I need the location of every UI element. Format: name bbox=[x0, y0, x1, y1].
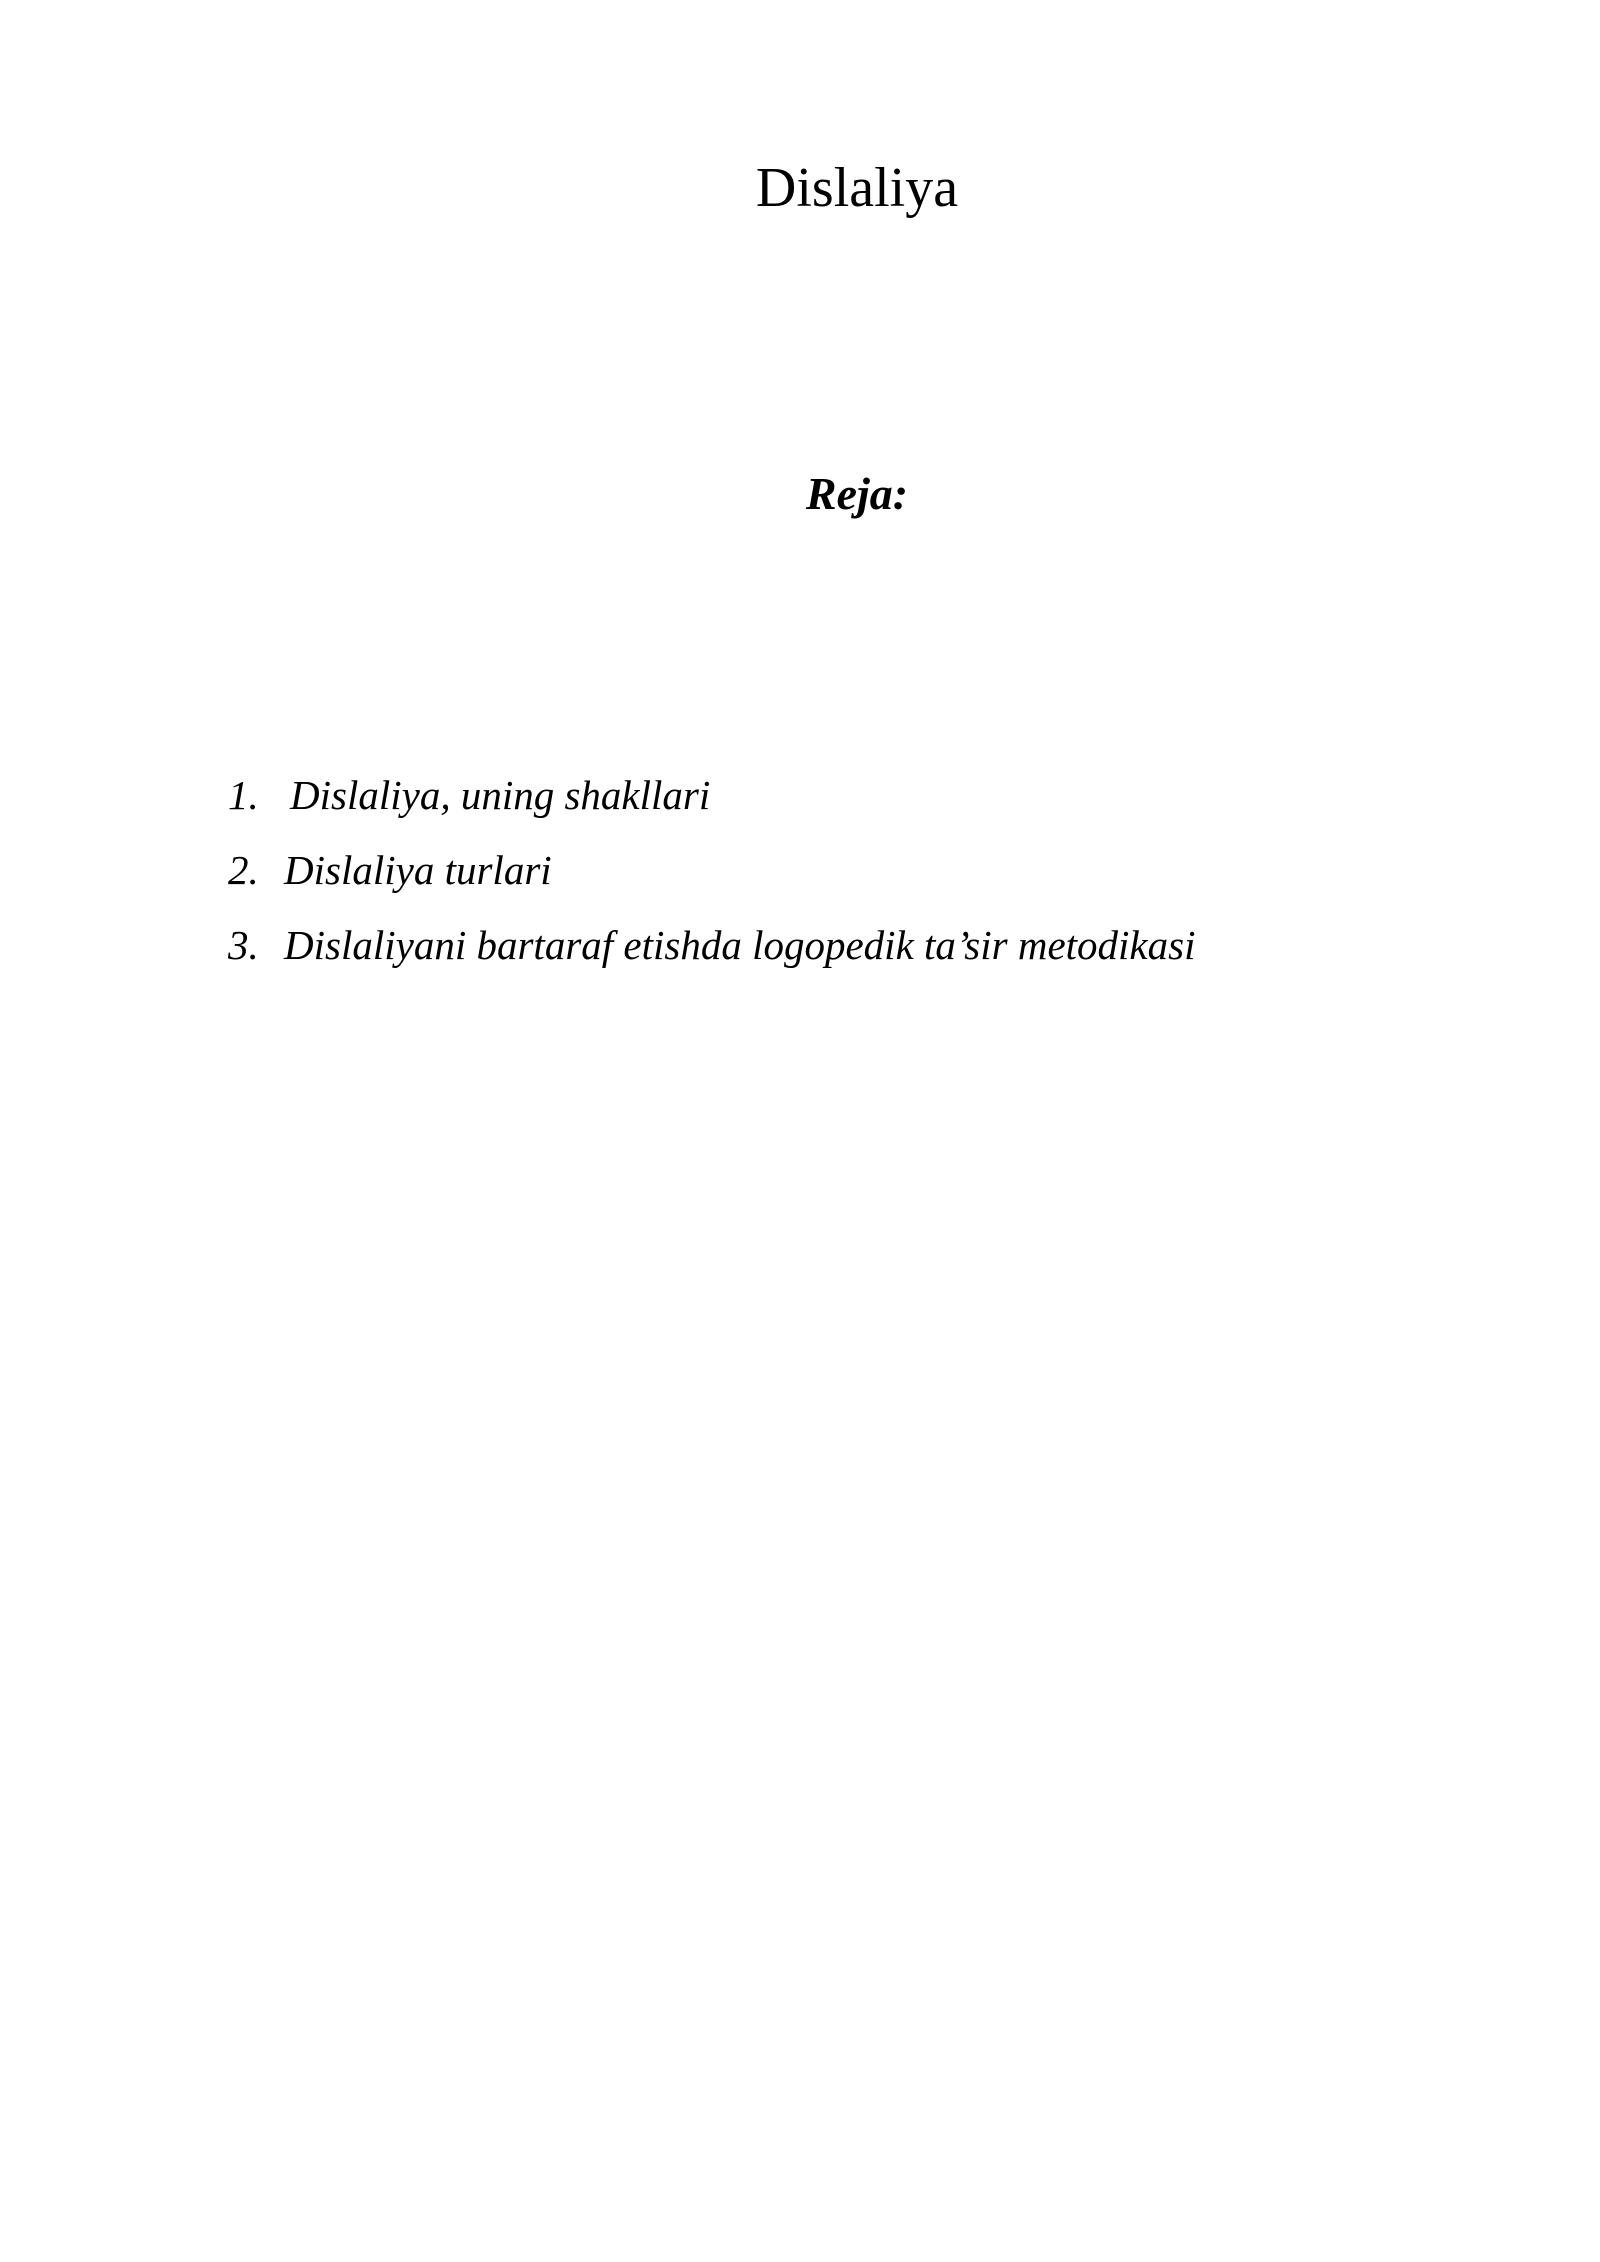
plan-item-number: 1. bbox=[228, 772, 259, 818]
plan-item-number: 3. bbox=[228, 922, 259, 968]
plan-item-number: 2. bbox=[228, 847, 259, 893]
plan-heading: Reja: bbox=[805, 468, 909, 519]
plan-list bbox=[228, 770, 1195, 995]
plan-item bbox=[228, 845, 1195, 895]
plan-item-text: Dislaliyani bartaraf etishda logopedik ta’sir metodikasi bbox=[284, 922, 1196, 968]
plan-item bbox=[228, 770, 1195, 820]
plan-item bbox=[228, 920, 1195, 970]
document-title: Dislaliya bbox=[755, 157, 959, 219]
plan-item-text: Dislaliya turlari bbox=[284, 847, 552, 893]
plan-item-text: Dislaliya, uning shakllari bbox=[290, 772, 711, 818]
